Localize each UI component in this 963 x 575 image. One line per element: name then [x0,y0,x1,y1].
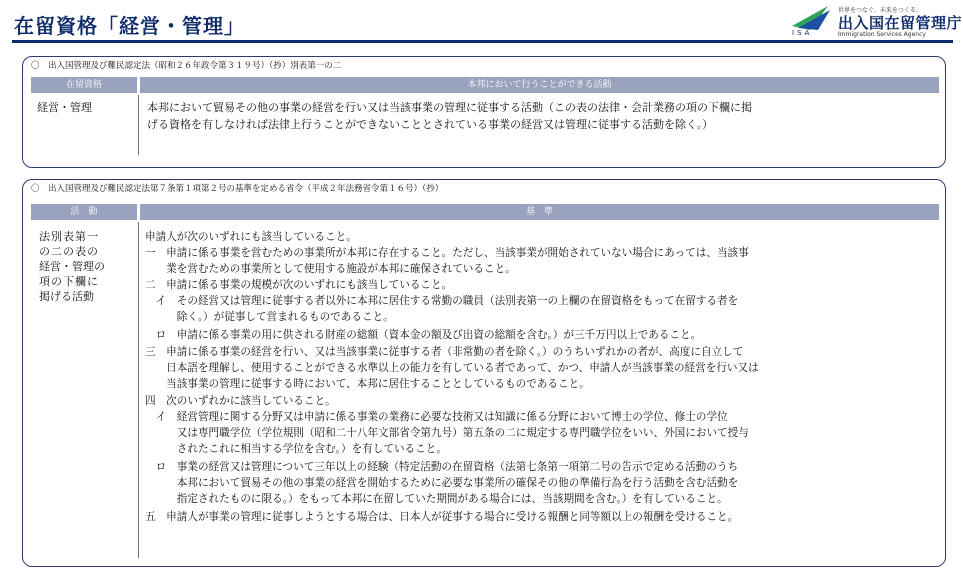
criteria-line: 日本語を理解し、使用することができる水準以上の能力を有している者であって、かつ、申請人が当該事業の経営を行い又は [145,362,759,374]
activity-text-line: 経営・管理の [39,260,105,273]
criteria-line: 又は専門職学位（学位規則（昭和二十八年文部省令第九号）第五条の二に規定する専門職学位をいい、外国において授与 [145,427,749,439]
criteria-line: 申請人が次のいずれにも該当していること。 [145,231,357,243]
activity-text-line: 掲げる活動 [39,290,94,303]
agency-logo [786,4,963,38]
criteria-line: 三 申請に係る事業の経営を行い、又は当該事業に従事する者（非常勤の者を除く。）のうちいずれかの者が、高度に自立して [145,346,744,358]
criteria-line: 業を営むための事業所として使用する施設が本邦に確保されていること。 [145,263,516,275]
section2-col2-header: 基 準 [140,204,939,220]
activity-text-line: 法別表第一 [39,230,99,243]
criteria-line: 当該事業の管理に従事する時において、本邦に居住することとしているものであること。 [145,378,590,390]
title-underline [12,40,953,43]
section1-heading: 〇 出入国管理及び難民認定法（昭和２６年政令第３１９号）（抄）別表第一の二 [31,61,342,71]
section1-col2-header: 本邦において行うことができる活動 [140,77,939,93]
logo-english: Immigration Services Agency [838,31,926,38]
section1-col1-header: 在留資格 [31,77,137,93]
criteria-line: 二 申請に係る事業の規模が次のいずれにも該当していること。 [145,279,453,291]
criteria-line: 五 申請人が事業の管理に従事しようとする場合は、日本人が従事する場合に受ける報酬と同等額以上の報酬を受けること。 [145,511,739,523]
section-ministerial-ordinance [22,179,946,567]
logo-tagline: 世界をつなぐ、未来をつくる。 [838,7,922,14]
criteria-line: ロ 申請に係る事業の用に供される財産の総額（資本金の額及び出資の総額を含む。）が三千万円以上であること。 [145,329,702,341]
activity-line: 本邦において貿易その他の事業の経営を行い又は当該事業の管理に従事する活動（この表の法律・会計業務の項の下欄に掲 [147,101,752,114]
page-title: 在留資格「経営・管理」 [14,14,245,38]
logo-abbr: ISA [792,29,813,37]
criteria-line: 本邦において貿易その他の事業の経営を開始するために必要な事業所の確保その他の準備行為を行う活動を含む活動を [145,477,739,489]
activity-line: げる資格を有しなければ法律上行うことができないこととされている事業の経営又は管理に従事する活動を除く。） [147,118,714,131]
activity-text-line: 項の下欄に [39,275,99,288]
criteria-line: 四 次のいずれかに該当していること。 [145,395,336,407]
criteria-line: されたこれに相当する学位を含む。）を有していること。 [145,443,447,455]
criteria-line: イ 経営管理に関する分野又は申請に係る事業の業務に必要な技術又は知識に係る分野において博士の学位、修士の学位 [145,411,728,423]
activity-text-line: の二の表の [39,245,99,258]
section-immigration-act [22,56,946,168]
section1-divider [138,95,139,155]
criteria-line: ロ 事業の経営又は管理について三年以上の経験（特定活動の在留資格（法第七条第一項第二号の告示で定める活動のうち [145,461,739,473]
section2-col1-header: 活 動 [31,204,137,220]
section2-divider [138,222,139,558]
section2-heading: 〇 出入国管理及び難民認定法第７条第１項第２号の基準を定める省令（平成２年法務省令第１６号）（抄） [31,184,444,194]
criteria-line: 除く。）が従事して営まれるものであること。 [145,311,394,323]
criteria-line: 指定されたものに限る。）をもって本邦に在留していた期間がある場合には、当該期間を含む。）を有していること。 [145,493,728,505]
status-cell: 経営・管理 [37,101,92,114]
criteria-line: イ その経営又は管理に従事する者以外に本邦に居住する常勤の職員（法別表第一の上欄の在留資格をもって在留する者を [145,295,739,307]
criteria-line: 一 申請に係る事業を営むための事業所が本邦に存在すること。ただし、当該事業が開始されていない場合にあっては、当該事 [145,247,749,259]
logo-name: 出入国在留管理庁 [838,14,963,32]
